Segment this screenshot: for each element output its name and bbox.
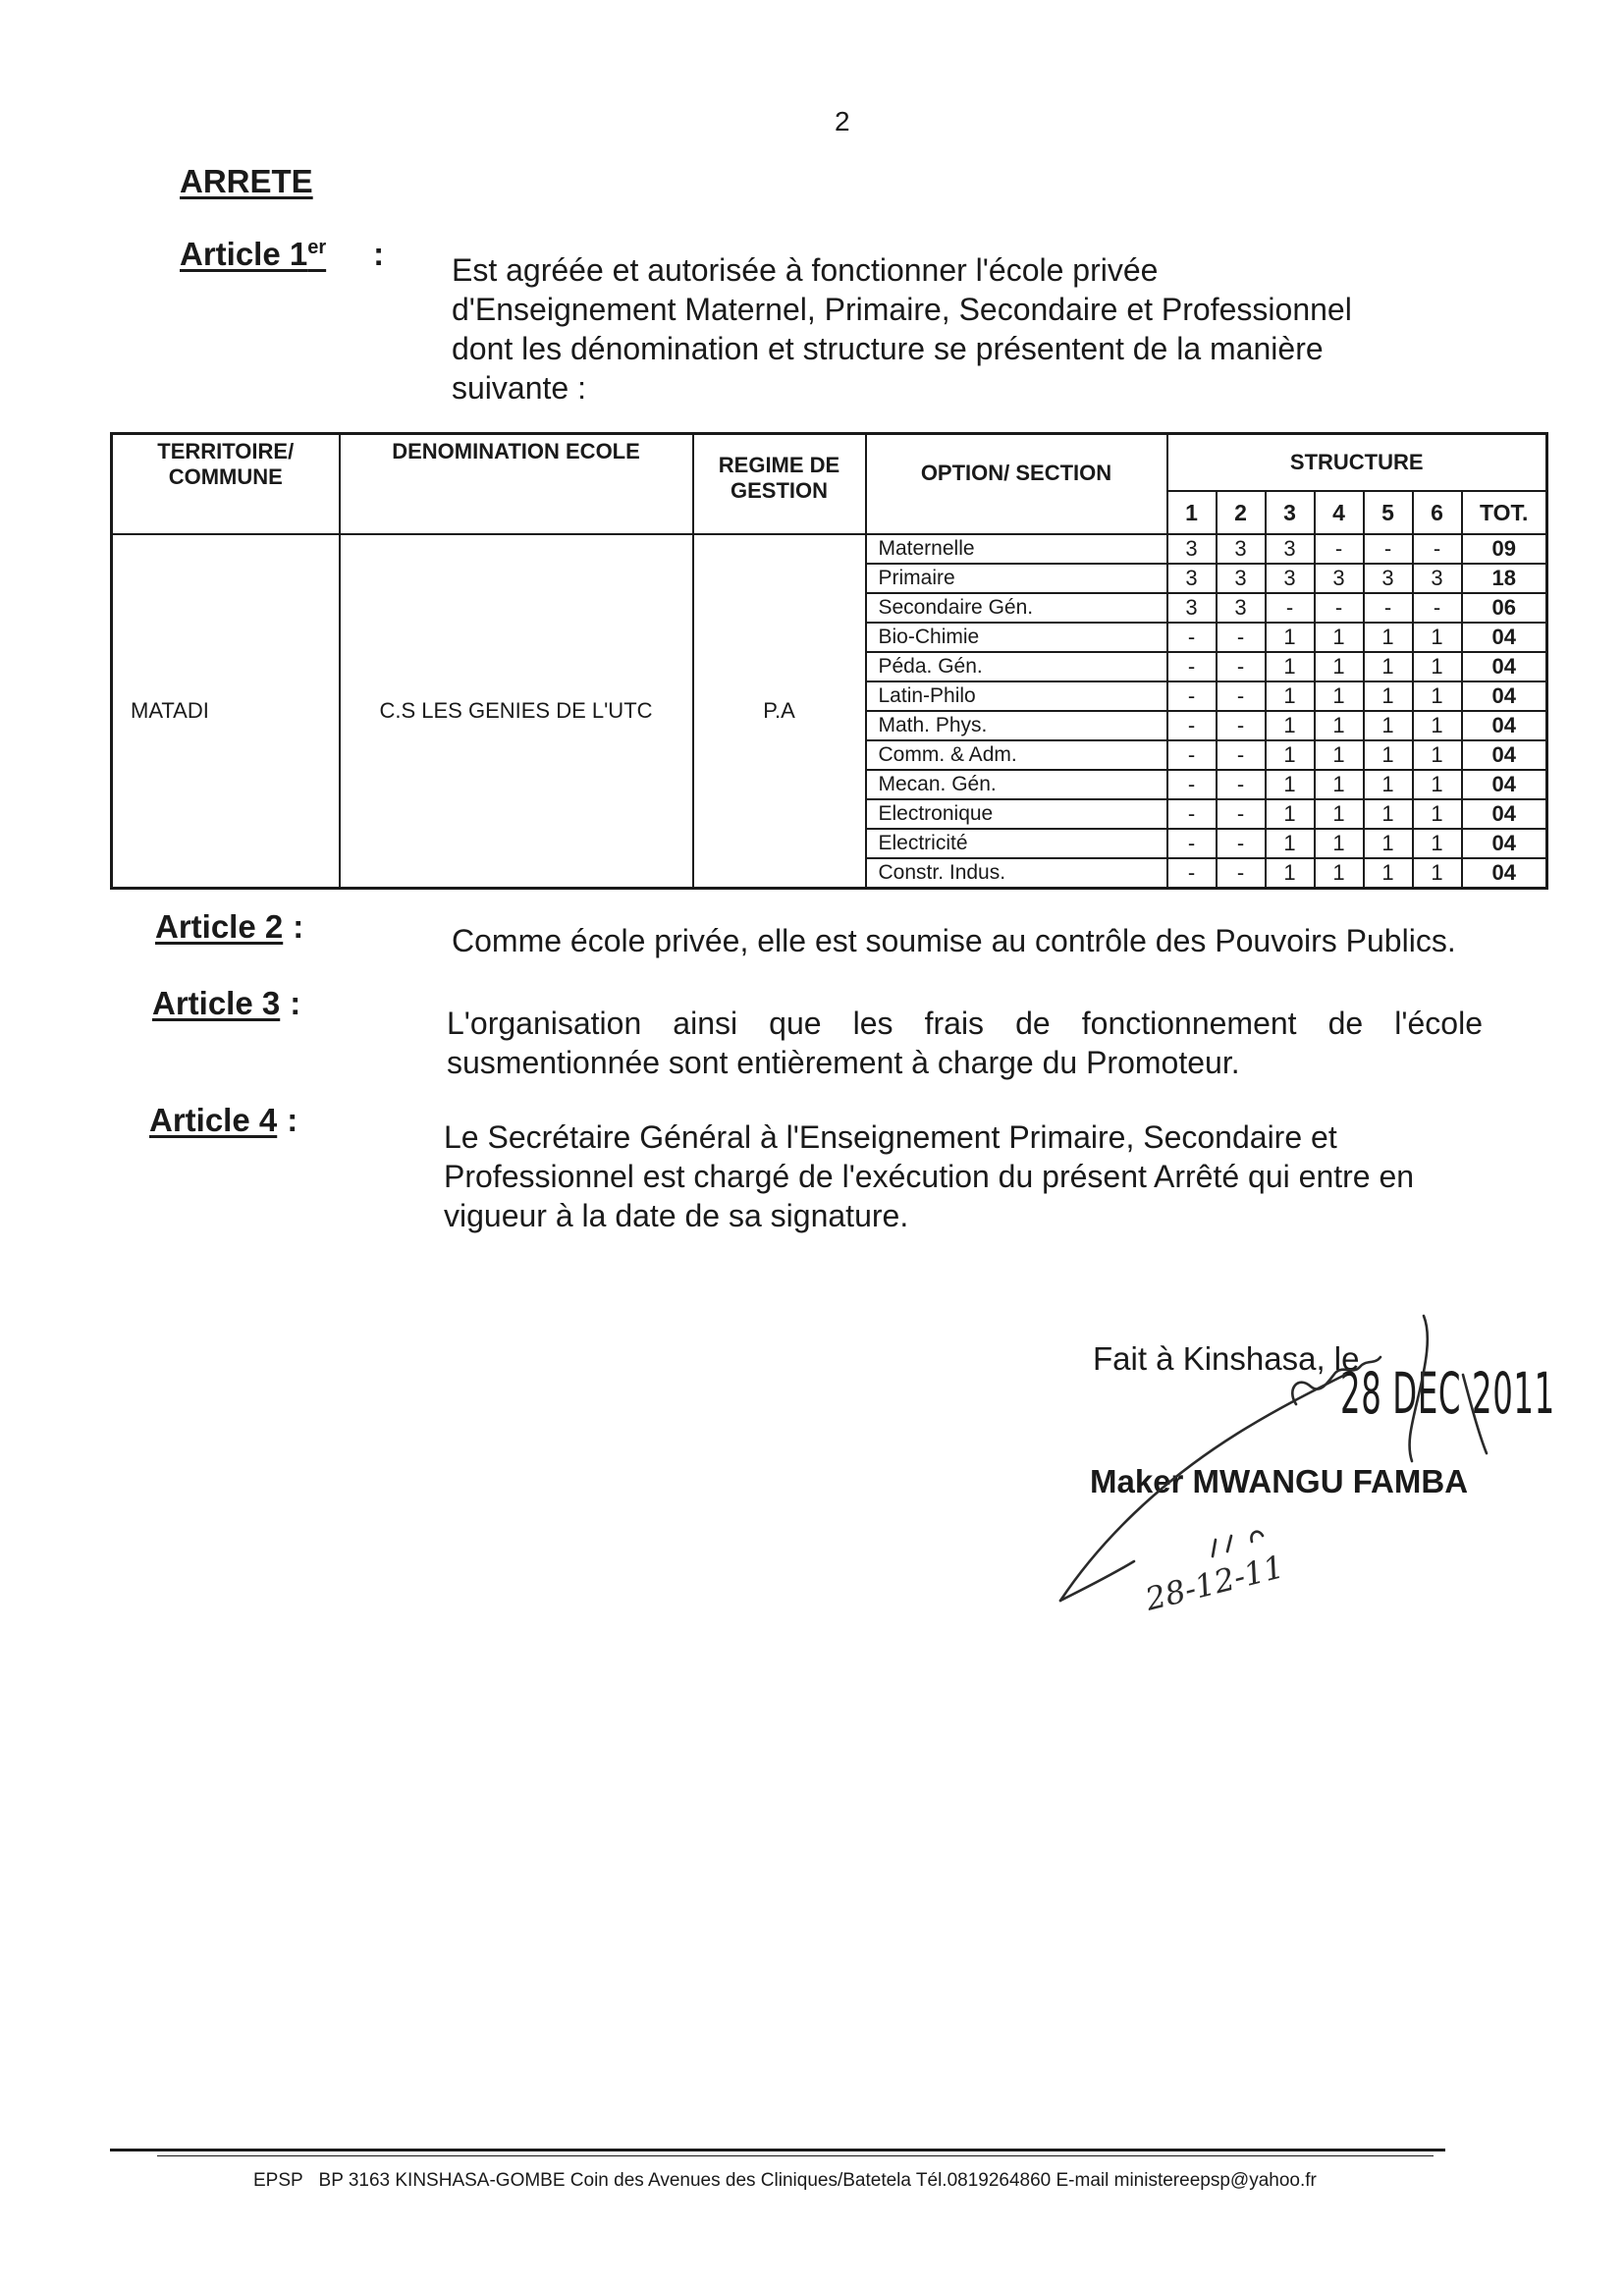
value-cell: - bbox=[1217, 711, 1266, 740]
value-cell: - bbox=[1167, 681, 1217, 711]
option-cell: Primaire bbox=[866, 564, 1167, 593]
article-1-label-text: Article 1 bbox=[180, 236, 308, 272]
value-cell: - bbox=[1217, 829, 1266, 858]
value-cell: 3 bbox=[1217, 593, 1266, 623]
option-cell: Latin-Philo bbox=[866, 681, 1167, 711]
header-total: TOT. bbox=[1462, 491, 1547, 534]
value-cell: - bbox=[1167, 623, 1217, 652]
value-cell: 1 bbox=[1413, 681, 1462, 711]
cell-denomination: C.S LES GENIES DE L'UTC bbox=[340, 534, 693, 889]
value-cell: 1 bbox=[1266, 799, 1315, 829]
value-cell: 1 bbox=[1315, 623, 1364, 652]
value-cell: 1 bbox=[1364, 652, 1413, 681]
value-cell: 1 bbox=[1266, 858, 1315, 889]
footer-rule-top bbox=[110, 2149, 1445, 2151]
header-level-6: 6 bbox=[1413, 491, 1462, 534]
value-cell: 1 bbox=[1413, 623, 1462, 652]
article-4-label-text: Article 4 bbox=[149, 1102, 278, 1138]
header-level-4: 4 bbox=[1315, 491, 1364, 534]
option-cell: Péda. Gén. bbox=[866, 652, 1167, 681]
option-cell: Mecan. Gén. bbox=[866, 770, 1167, 799]
value-cell: - bbox=[1217, 652, 1266, 681]
value-cell: 3 bbox=[1167, 593, 1217, 623]
value-cell: - bbox=[1364, 593, 1413, 623]
value-cell: - bbox=[1217, 681, 1266, 711]
header-level-2: 2 bbox=[1217, 491, 1266, 534]
value-cell: - bbox=[1217, 799, 1266, 829]
value-cell: 3 bbox=[1364, 564, 1413, 593]
footer-org: EPSP bbox=[253, 2170, 303, 2191]
value-cell: 1 bbox=[1266, 681, 1315, 711]
structure-table-wrapper bbox=[110, 432, 1548, 890]
signature-stroke bbox=[1060, 1561, 1134, 1601]
value-cell: 1 bbox=[1413, 829, 1462, 858]
footer-address: BP 3163 KINSHASA-GOMBE Coin des Avenues des Cliniques/Batetela Tél.0819264860 E-mail ministereepsp@yahoo.fr bbox=[318, 2170, 1317, 2191]
article-4-label bbox=[149, 1102, 298, 1139]
article-1-label bbox=[180, 236, 384, 273]
value-cell: 1 bbox=[1266, 711, 1315, 740]
value-cell: - bbox=[1266, 593, 1315, 623]
value-cell: - bbox=[1315, 534, 1364, 564]
value-cell: - bbox=[1315, 593, 1364, 623]
signature-stroke bbox=[1463, 1375, 1487, 1453]
value-cell: 3 bbox=[1167, 534, 1217, 564]
value-cell: - bbox=[1413, 534, 1462, 564]
total-cell: 06 bbox=[1462, 593, 1547, 623]
value-cell: 1 bbox=[1413, 711, 1462, 740]
value-cell: 1 bbox=[1266, 740, 1315, 770]
value-cell: 3 bbox=[1266, 534, 1315, 564]
value-cell: - bbox=[1217, 858, 1266, 889]
header-option: OPTION/ SECTION bbox=[866, 434, 1167, 534]
value-cell: 3 bbox=[1167, 564, 1217, 593]
header-denomination: DENOMINATION ECOLE bbox=[340, 434, 693, 534]
date-stamp: 28 DEC 2011 bbox=[1340, 1360, 1555, 1427]
value-cell: 1 bbox=[1364, 770, 1413, 799]
value-cell: 1 bbox=[1413, 770, 1462, 799]
header-level-3: 3 bbox=[1266, 491, 1315, 534]
header-level-1: 1 bbox=[1167, 491, 1217, 534]
header-regime: REGIME DE GESTION bbox=[693, 434, 866, 534]
page-number: 2 bbox=[835, 106, 850, 136]
article-1-text: Est agréée et autorisée à fonctionner l'école privée d'Enseignement Maternel, Primaire, Secondaire et Professionnel dont les dénomination et structure se présentent de la manière suivante : bbox=[452, 252, 1352, 406]
value-cell: 1 bbox=[1266, 829, 1315, 858]
article-2-colon: : bbox=[293, 908, 304, 945]
value-cell: 1 bbox=[1364, 740, 1413, 770]
value-cell: - bbox=[1217, 623, 1266, 652]
article-4-text: Le Secrétaire Général à l'Enseignement Primaire, Secondaire et Professionnel est chargé de l'exécution du présent Arrêté qui entre en vigueur à la date de sa signature. bbox=[444, 1119, 1415, 1233]
value-cell: - bbox=[1217, 770, 1266, 799]
total-cell: 04 bbox=[1462, 652, 1547, 681]
value-cell: 1 bbox=[1413, 858, 1462, 889]
total-cell: 04 bbox=[1462, 858, 1547, 889]
value-cell: - bbox=[1167, 829, 1217, 858]
value-cell: 1 bbox=[1266, 652, 1315, 681]
value-cell: - bbox=[1364, 534, 1413, 564]
value-cell: 1 bbox=[1315, 770, 1364, 799]
signature-stroke bbox=[1410, 1316, 1428, 1461]
value-cell: 1 bbox=[1315, 652, 1364, 681]
signature-stroke bbox=[1292, 1357, 1380, 1404]
value-cell: 1 bbox=[1413, 799, 1462, 829]
option-cell: Bio-Chimie bbox=[866, 623, 1167, 652]
cell-territoire: MATADI bbox=[112, 534, 340, 889]
footer-rule-bottom bbox=[157, 2155, 1434, 2156]
option-cell: Constr. Indus. bbox=[866, 858, 1167, 889]
article-3-label bbox=[152, 985, 300, 1022]
table-row bbox=[112, 534, 1547, 564]
value-cell: - bbox=[1217, 740, 1266, 770]
value-cell: 3 bbox=[1217, 564, 1266, 593]
article-2-label-text: Article 2 bbox=[155, 908, 284, 945]
cell-regime: P.A bbox=[693, 534, 866, 889]
value-cell: 1 bbox=[1315, 711, 1364, 740]
value-cell: 1 bbox=[1413, 652, 1462, 681]
total-cell: 04 bbox=[1462, 829, 1547, 858]
total-cell: 04 bbox=[1462, 623, 1547, 652]
article-3-label-text: Article 3 bbox=[152, 985, 281, 1021]
structure-table bbox=[110, 432, 1548, 890]
total-cell: 04 bbox=[1462, 681, 1547, 711]
value-cell: 1 bbox=[1413, 740, 1462, 770]
value-cell: 1 bbox=[1315, 681, 1364, 711]
value-cell: 1 bbox=[1364, 858, 1413, 889]
header-level-5: 5 bbox=[1364, 491, 1413, 534]
total-cell: 09 bbox=[1462, 534, 1547, 564]
header-territoire: TERRITOIRE/ COMMUNE bbox=[112, 434, 340, 534]
value-cell: - bbox=[1167, 711, 1217, 740]
page-heading: ARRETE bbox=[180, 163, 313, 199]
value-cell: 1 bbox=[1364, 623, 1413, 652]
handwritten-signature bbox=[1041, 1296, 1551, 1650]
value-cell: 3 bbox=[1413, 564, 1462, 593]
footer-text bbox=[253, 2170, 1317, 2192]
handwritten-date: 28-12-11 bbox=[1141, 1548, 1288, 1618]
total-cell: 04 bbox=[1462, 770, 1547, 799]
header-structure: STRUCTURE bbox=[1167, 434, 1547, 491]
option-cell: Math. Phys. bbox=[866, 711, 1167, 740]
value-cell: 1 bbox=[1315, 740, 1364, 770]
value-cell: - bbox=[1167, 740, 1217, 770]
article-3-colon: : bbox=[290, 985, 301, 1021]
article-4-colon: : bbox=[287, 1102, 298, 1138]
article-1-label-sup: er bbox=[307, 237, 327, 258]
article-2-label bbox=[155, 908, 303, 946]
value-cell: 1 bbox=[1266, 770, 1315, 799]
value-cell: 3 bbox=[1217, 534, 1266, 564]
value-cell: 1 bbox=[1364, 829, 1413, 858]
value-cell: 1 bbox=[1364, 711, 1413, 740]
value-cell: 1 bbox=[1364, 799, 1413, 829]
value-cell: - bbox=[1167, 652, 1217, 681]
option-cell: Electronique bbox=[866, 799, 1167, 829]
signatory-name: Maker MWANGU FAMBA bbox=[1090, 1463, 1469, 1499]
total-cell: 04 bbox=[1462, 711, 1547, 740]
value-cell: 1 bbox=[1266, 623, 1315, 652]
option-cell: Secondaire Gén. bbox=[866, 593, 1167, 623]
total-cell: 18 bbox=[1462, 564, 1547, 593]
article-3-text: L'organisation ainsi que les frais de fonctionnement de l'école susmentionnée sont entièrement à charge du Promoteur. bbox=[447, 1006, 1483, 1080]
value-cell: - bbox=[1167, 858, 1217, 889]
option-cell: Maternelle bbox=[866, 534, 1167, 564]
value-cell: - bbox=[1167, 770, 1217, 799]
option-cell: Electricité bbox=[866, 829, 1167, 858]
article-2-text: Comme école privée, elle est soumise au contrôle des Pouvoirs Publics. bbox=[452, 923, 1456, 958]
total-cell: 04 bbox=[1462, 799, 1547, 829]
value-cell: - bbox=[1413, 593, 1462, 623]
value-cell: - bbox=[1167, 799, 1217, 829]
value-cell: 1 bbox=[1315, 829, 1364, 858]
value-cell: 3 bbox=[1315, 564, 1364, 593]
total-cell: 04 bbox=[1462, 740, 1547, 770]
option-cell: Comm. & Adm. bbox=[866, 740, 1167, 770]
article-1-colon: : bbox=[373, 236, 385, 272]
value-cell: 1 bbox=[1364, 681, 1413, 711]
value-cell: 1 bbox=[1315, 799, 1364, 829]
value-cell: 1 bbox=[1315, 858, 1364, 889]
signature-place: Fait à Kinshasa, le bbox=[1093, 1340, 1360, 1377]
value-cell: 3 bbox=[1266, 564, 1315, 593]
